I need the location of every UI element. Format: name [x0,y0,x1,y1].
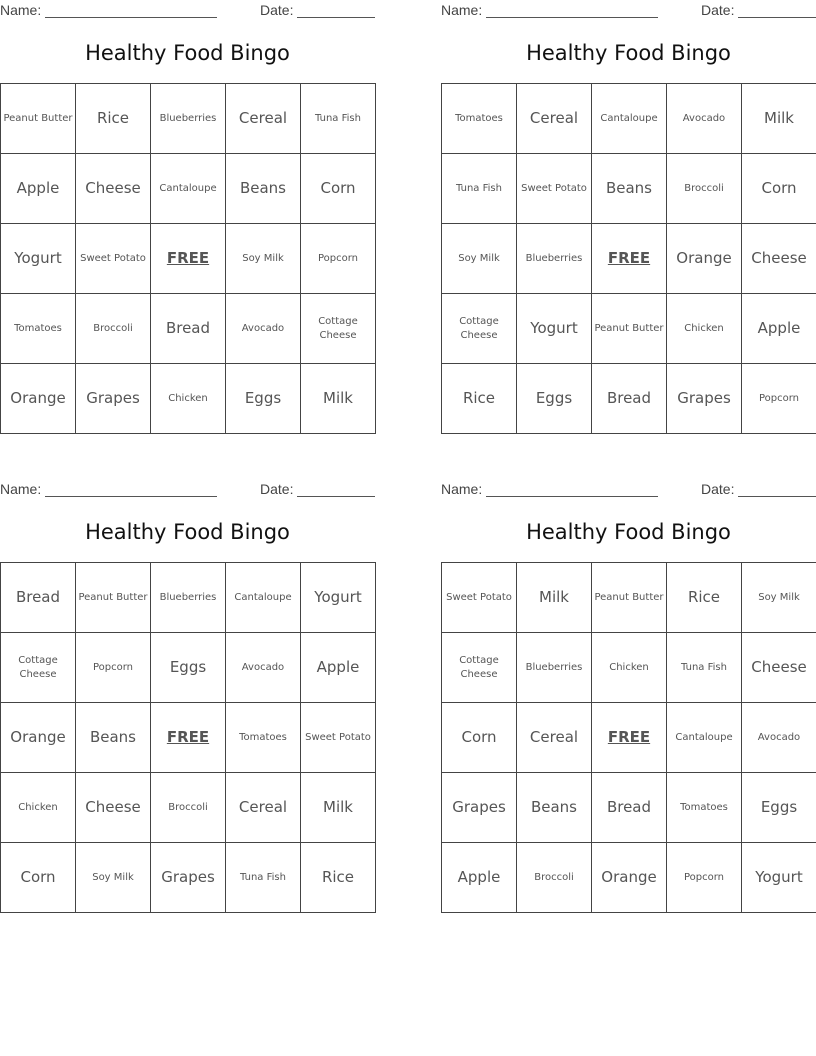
bingo-cell: Blueberries [151,84,226,154]
card-header [441,481,816,499]
date-label: Date: [701,2,735,18]
name-label: Name: [441,2,483,18]
date-blank-line [738,17,816,18]
bingo-cell: Orange [1,703,76,773]
bingo-cell: Cantaloupe [226,563,301,633]
bingo-cell: Corn [301,154,376,224]
bingo-cell: Beans [592,154,667,224]
date-label: Date: [701,481,735,497]
bingo-cell: Cottage Cheese [442,633,517,703]
card-title: Healthy Food Bingo [85,41,290,65]
bingo-cell: Tuna Fish [442,154,517,224]
bingo-cell: Broccoli [667,154,742,224]
bingo-cell: Avocado [226,633,301,703]
bingo-cell: Sweet Potato [517,154,592,224]
bingo-cell: Avocado [742,703,816,773]
bingo-cell: Sweet Potato [301,703,376,773]
bingo-cell: Eggs [226,364,301,434]
bingo-cell: Orange [667,224,742,294]
bingo-cell: Yogurt [1,224,76,294]
bingo-cell: Cheese [742,224,816,294]
bingo-cell: Yogurt [301,563,376,633]
bingo-cell: Cottage Cheese [442,294,517,364]
bingo-cell: Rice [442,364,517,434]
bingo-cell: Tomatoes [667,773,742,843]
bingo-cell: Popcorn [301,224,376,294]
bingo-cell: Cantaloupe [151,154,226,224]
bingo-grid [0,83,376,434]
bingo-cell: Bread [1,563,76,633]
bingo-cell: Apple [442,843,517,913]
bingo-grid [441,562,816,913]
name-label: Name: [0,481,42,497]
bingo-cell: Eggs [742,773,816,843]
free-space-cell: FREE [151,224,226,294]
bingo-cell: Cantaloupe [667,703,742,773]
bingo-cell: Orange [1,364,76,434]
bingo-cell: Sweet Potato [76,224,151,294]
name-blank-line [45,496,217,497]
bingo-cell: Peanut Butter [1,84,76,154]
bingo-cell: Grapes [667,364,742,434]
bingo-cell: Chicken [592,633,667,703]
name-blank-line [45,17,217,18]
bingo-cell: Corn [442,703,517,773]
bingo-cell: Cheese [76,773,151,843]
date-blank-line [297,496,375,497]
name-blank-line [486,496,658,497]
bingo-cell: Sweet Potato [442,563,517,633]
bingo-cell: Milk [301,364,376,434]
bingo-cell: Popcorn [742,364,816,434]
bingo-cell: Peanut Butter [592,563,667,633]
date-blank-line [738,496,816,497]
bingo-cell: Soy Milk [742,563,816,633]
name-blank-line [486,17,658,18]
bingo-cell: Corn [1,843,76,913]
bingo-cell: Corn [742,154,816,224]
bingo-cell: Beans [517,773,592,843]
date-label: Date: [260,481,294,497]
bingo-cell: Chicken [667,294,742,364]
bingo-cell: Cottage Cheese [301,294,376,364]
card-title: Healthy Food Bingo [526,520,731,544]
bingo-cell: Tomatoes [226,703,301,773]
bingo-cell: Peanut Butter [592,294,667,364]
bingo-cell: Milk [301,773,376,843]
name-label: Name: [0,2,42,18]
bingo-cell: Popcorn [76,633,151,703]
bingo-cell: Apple [301,633,376,703]
bingo-cell: Orange [592,843,667,913]
bingo-cell: Grapes [151,843,226,913]
bingo-cell: Tomatoes [442,84,517,154]
bingo-cell: Yogurt [517,294,592,364]
bingo-cell: Cheese [742,633,816,703]
card-header [441,2,816,20]
bingo-cell: Rice [667,563,742,633]
card-title: Healthy Food Bingo [85,520,290,544]
date-label: Date: [260,2,294,18]
bingo-cell: Tomatoes [1,294,76,364]
name-label: Name: [441,481,483,497]
bingo-cell: Beans [76,703,151,773]
bingo-cell: Apple [1,154,76,224]
bingo-cell: Apple [742,294,816,364]
bingo-cell: Tuna Fish [301,84,376,154]
bingo-cell: Bread [592,364,667,434]
bingo-cell: Chicken [151,364,226,434]
bingo-cell: Avocado [226,294,301,364]
bingo-cell: Eggs [151,633,226,703]
bingo-cell: Peanut Butter [76,563,151,633]
bingo-grid [0,562,376,913]
bingo-cell: Cereal [226,773,301,843]
bingo-grid [441,83,816,434]
card-title: Healthy Food Bingo [526,41,731,65]
bingo-cell: Grapes [76,364,151,434]
bingo-cell: Popcorn [667,843,742,913]
bingo-cell: Cottage Cheese [1,633,76,703]
bingo-cell: Beans [226,154,301,224]
bingo-cell: Avocado [667,84,742,154]
bingo-cell: Cheese [76,154,151,224]
bingo-cell: Rice [76,84,151,154]
bingo-cell: Broccoli [517,843,592,913]
bingo-cell: Blueberries [151,563,226,633]
bingo-cell: Cereal [517,703,592,773]
bingo-cell: Broccoli [151,773,226,843]
bingo-cell: Tuna Fish [226,843,301,913]
bingo-cell: Grapes [442,773,517,843]
bingo-cell: Milk [742,84,816,154]
bingo-cell: Cereal [517,84,592,154]
bingo-cell: Soy Milk [76,843,151,913]
free-space-cell: FREE [151,703,226,773]
bingo-cell: Soy Milk [226,224,301,294]
card-header [0,481,375,499]
bingo-cell: Rice [301,843,376,913]
bingo-cell: Bread [151,294,226,364]
bingo-cell: Blueberries [517,633,592,703]
bingo-cell: Cereal [226,84,301,154]
free-space-cell: FREE [592,703,667,773]
bingo-cell: Cantaloupe [592,84,667,154]
date-blank-line [297,17,375,18]
bingo-cell: Bread [592,773,667,843]
bingo-cell: Soy Milk [442,224,517,294]
bingo-cell: Milk [517,563,592,633]
bingo-cell: Eggs [517,364,592,434]
bingo-cell: Broccoli [76,294,151,364]
bingo-cell: Chicken [1,773,76,843]
free-space-cell: FREE [592,224,667,294]
bingo-cell: Tuna Fish [667,633,742,703]
bingo-cell: Blueberries [517,224,592,294]
bingo-cell: Yogurt [742,843,816,913]
card-header [0,2,375,20]
